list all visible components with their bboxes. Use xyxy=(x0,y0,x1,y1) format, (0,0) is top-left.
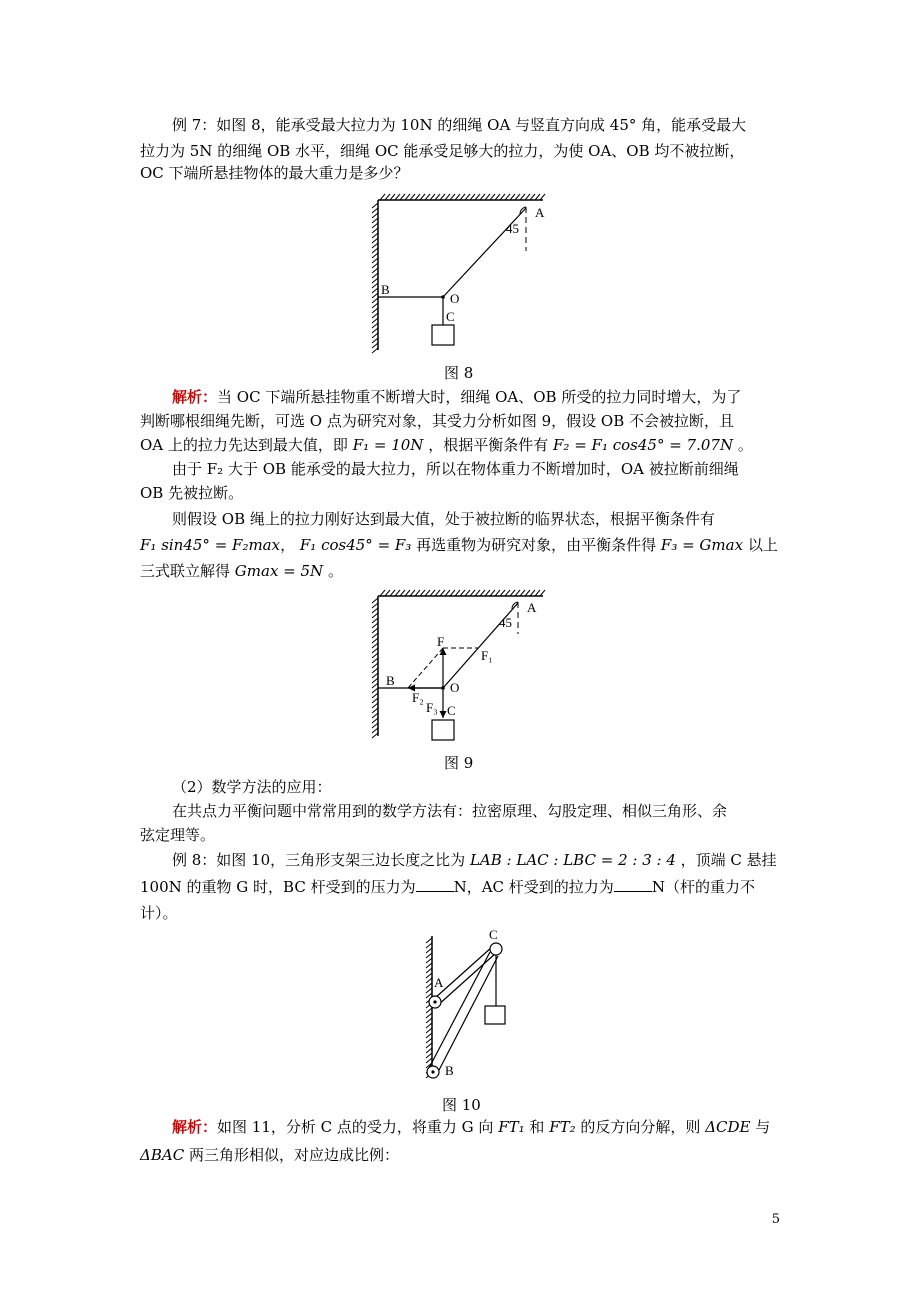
hatch-mark xyxy=(405,590,410,596)
hatch-mark xyxy=(400,194,405,200)
hatch-mark xyxy=(372,278,378,283)
sol7-text-7a: 再选重物为研究对象，由平衡条件得 xyxy=(416,536,657,554)
equation-cos: F₁ cos45° = F₃ xyxy=(299,536,412,554)
hatch-mark xyxy=(372,268,378,273)
label-c: C xyxy=(447,703,456,718)
sol7-line-2: 判断哪根细绳先断，可选 O 点为研究对象，其受力分析如图 9，假设 OB 不会被拉断，且 xyxy=(140,412,735,430)
hatch-mark xyxy=(475,590,480,596)
hatch-mark xyxy=(490,590,495,596)
hatch-mark xyxy=(426,1013,432,1018)
hatch-mark xyxy=(372,733,378,738)
hatch-mark xyxy=(426,968,432,973)
hatch-mark xyxy=(372,253,378,258)
hatch-mark xyxy=(426,953,432,958)
figure-9-caption: 图 9 xyxy=(444,754,474,772)
hanging-block xyxy=(432,325,454,345)
hatch-mark xyxy=(420,194,425,200)
hatch-mark xyxy=(372,263,378,268)
hatch-mark xyxy=(505,194,510,200)
hatch-mark xyxy=(515,194,520,200)
hatch-mark xyxy=(372,718,378,723)
hatch-mark xyxy=(426,943,432,948)
hatch-mark xyxy=(485,590,490,596)
hatch-mark xyxy=(500,590,505,596)
hatch-mark xyxy=(372,658,378,663)
hatch-mark xyxy=(465,590,470,596)
hatch-mark xyxy=(372,328,378,333)
hatch-mark xyxy=(475,194,480,200)
hatch-mark xyxy=(530,194,535,200)
hatch-mark xyxy=(372,288,378,293)
ex8-text-2b: N，AC 杆受到的拉力为 xyxy=(453,878,614,896)
sol8-text-2: 两三角形相似，对应边成比例： xyxy=(188,1146,399,1164)
hatch-mark xyxy=(426,1033,432,1038)
hatch-mark xyxy=(426,973,432,978)
hatch-mark xyxy=(372,673,378,678)
hatch-mark xyxy=(372,663,378,668)
hatch-mark xyxy=(415,590,420,596)
pulley-c xyxy=(490,943,502,955)
hatch-mark xyxy=(426,978,432,983)
sol8-text-1b: 的反方向分解，则 xyxy=(580,1118,701,1136)
hatch-mark xyxy=(455,194,460,200)
sol7-text-3a: OA 上的拉力先达到最大值，即 xyxy=(140,436,348,454)
hatch-mark xyxy=(500,194,505,200)
hatch-mark xyxy=(430,194,435,200)
hatched-wall xyxy=(372,596,378,738)
label-angle: 45 xyxy=(499,615,512,630)
rod-ac-bottom xyxy=(437,953,496,1006)
hatch-mark xyxy=(426,1028,432,1033)
hatch-mark xyxy=(495,590,500,596)
hatch-mark xyxy=(445,590,450,596)
force-ft1: FT₁ xyxy=(498,1118,525,1136)
figure-10 xyxy=(410,928,530,1083)
hatch-mark xyxy=(426,1023,432,1028)
label-f3: F₃ xyxy=(426,700,438,715)
ex8-text-2c: N（杆的重力不 xyxy=(651,878,755,896)
hatch-mark xyxy=(450,590,455,596)
hatched-wall xyxy=(372,200,378,353)
hatch-mark xyxy=(390,590,395,596)
hatch-mark xyxy=(380,194,385,200)
sol8-text-1a: 如图 11，分析 C 点的受力，将重力 G 向 xyxy=(217,1118,494,1136)
hatch-mark xyxy=(510,194,515,200)
sol8-and: 和 xyxy=(529,1118,545,1136)
hatch-mark xyxy=(372,713,378,718)
hatch-mark xyxy=(385,194,390,200)
hatch-mark xyxy=(372,618,378,623)
sol7-text-3b: ，根据平衡条件有 xyxy=(428,436,549,454)
hatch-mark xyxy=(372,628,378,633)
equation-f1: F₁ = 10N xyxy=(352,436,424,454)
label-b: B xyxy=(381,282,390,297)
sol7-line-4: 由于 F₂ 大于 OB 能承受的最大拉力，所以在物体重力不断增加时，OA 被拉断前细绳 xyxy=(172,460,739,478)
hatch-mark xyxy=(372,698,378,703)
hatch-mark xyxy=(372,678,378,683)
hanging-block xyxy=(432,720,454,740)
label-c: C xyxy=(489,927,498,942)
ex7-line-1: 例 7：如图 8，能承受最大拉力为 10N 的细绳 OA 与竖直方向成 45° 角，能承受最大 xyxy=(172,116,747,134)
figure-8 xyxy=(368,195,548,355)
sol7-text-1: 当 OC 下端所悬挂物重不断增大时，细绳 OA、OB 所受的拉力同时增大，为了 xyxy=(217,388,742,406)
label-f1: F₁ xyxy=(481,648,493,663)
figure-8-caption: 图 8 xyxy=(444,364,474,382)
hatch-mark xyxy=(372,248,378,253)
label-a: A xyxy=(527,600,537,615)
hatch-mark xyxy=(372,723,378,728)
hatch-mark xyxy=(372,233,378,238)
hatch-mark xyxy=(426,1018,432,1023)
hatch-mark xyxy=(480,590,485,596)
ex8-text-1b: ，顶端 C 悬挂 xyxy=(680,851,777,869)
hatch-mark xyxy=(372,203,378,208)
answer-blank-ac[interactable] xyxy=(614,877,652,892)
hatch-mark xyxy=(540,194,545,200)
hatch-mark xyxy=(372,633,378,638)
section-title: （2）数学方法的应用： xyxy=(172,778,332,796)
equation-f3: F₃ = Gmax xyxy=(660,536,744,554)
figure-9 xyxy=(368,588,548,748)
hatch-mark xyxy=(372,598,378,603)
weight-g xyxy=(485,1006,505,1024)
hatch-mark xyxy=(480,194,485,200)
hatch-mark xyxy=(410,194,415,200)
hatch-mark xyxy=(410,590,415,596)
hatch-mark xyxy=(535,194,540,200)
hatch-mark xyxy=(426,988,432,993)
hatch-mark xyxy=(372,208,378,213)
hatch-mark xyxy=(460,590,465,596)
knot-o xyxy=(441,295,445,299)
ex8-line-3: 计）。 xyxy=(140,904,178,922)
label-b: B xyxy=(386,673,395,688)
hatch-mark xyxy=(485,194,490,200)
ex8-text-1a: 例 8：如图 10，三角形支架三边长度之比为 xyxy=(172,851,466,869)
hatch-mark xyxy=(380,590,385,596)
sol7-line-8 xyxy=(140,560,343,582)
parallelogram-dash-2 xyxy=(408,648,443,688)
hatch-mark xyxy=(540,590,545,596)
hatch-mark xyxy=(405,194,410,200)
hatch-mark xyxy=(372,308,378,313)
hatch-mark xyxy=(440,194,445,200)
hatch-mark xyxy=(372,273,378,278)
hatch-mark xyxy=(426,948,432,953)
hatch-mark xyxy=(372,258,378,263)
label-a: A xyxy=(434,975,444,990)
hatch-mark xyxy=(520,590,525,596)
hatch-mark xyxy=(372,638,378,643)
answer-blank-bc[interactable] xyxy=(416,877,454,892)
hatch-mark xyxy=(372,648,378,653)
sol8-line-1 xyxy=(172,1116,770,1138)
hatch-mark xyxy=(395,590,400,596)
equation-sin: F₁ sin45° = F₂max xyxy=(140,536,281,554)
hatch-mark xyxy=(372,293,378,298)
ex8-line-2 xyxy=(140,876,755,898)
label-o: O xyxy=(450,680,460,695)
separator: ， xyxy=(280,536,296,554)
label-b: B xyxy=(445,1063,454,1078)
hatch-mark xyxy=(372,298,378,303)
hatch-mark xyxy=(372,603,378,608)
hatch-mark xyxy=(372,338,378,343)
hatch-mark xyxy=(525,194,530,200)
hatch-mark xyxy=(425,194,430,200)
knot-o xyxy=(441,686,445,690)
ex8-text-2a: 100N 的重物 G 时，BC 杆受到的压力为 xyxy=(140,878,416,896)
hatch-mark xyxy=(372,238,378,243)
hatch-mark xyxy=(455,590,460,596)
hatched-ceiling xyxy=(378,194,545,200)
hatch-mark xyxy=(372,318,378,323)
hatch-mark xyxy=(495,194,500,200)
hatch-mark xyxy=(372,693,378,698)
hatch-mark xyxy=(372,213,378,218)
hatch-mark xyxy=(372,218,378,223)
hatch-mark xyxy=(435,590,440,596)
label-f2: F₂ xyxy=(412,690,424,705)
equation-f2: F₂ = F₁ cos45° = 7.07N xyxy=(553,436,734,454)
hatch-mark xyxy=(372,228,378,233)
hatch-mark xyxy=(372,608,378,613)
label-a: A xyxy=(535,205,545,220)
ex8-line-1 xyxy=(172,849,777,871)
hatch-mark xyxy=(426,958,432,963)
rod-ac-top xyxy=(435,947,492,998)
hatch-mark xyxy=(426,1008,432,1013)
ex7-line-2: 拉力为 5N 的细绳 OB 水平，细绳 OC 能承受足够大的拉力，为使 OA、OB 均不被拉断， xyxy=(140,142,745,160)
hatch-mark xyxy=(372,653,378,658)
hatch-mark xyxy=(465,194,470,200)
label-angle: 45 xyxy=(506,221,519,236)
label-f: F xyxy=(437,634,445,649)
hatch-mark xyxy=(372,223,378,228)
hatch-mark xyxy=(426,1038,432,1043)
hatch-mark xyxy=(450,194,455,200)
hatch-mark xyxy=(445,194,450,200)
hatch-mark xyxy=(426,938,432,943)
page-number: 5 xyxy=(771,1212,780,1227)
sol7-line-7 xyxy=(140,534,778,556)
hatch-mark xyxy=(425,590,430,596)
hatch-mark xyxy=(460,194,465,200)
section-line-1: 在共点力平衡问题中常常用到的数学方法有：拉密原理、勾股定理、相似三角形、余 xyxy=(172,802,728,820)
hatch-mark xyxy=(400,590,405,596)
hatch-mark xyxy=(372,333,378,338)
solution-label: 解析： xyxy=(172,1118,218,1136)
label-c: C xyxy=(446,309,455,324)
hatch-mark xyxy=(426,1043,432,1048)
label-o: O xyxy=(450,291,460,306)
hatch-mark xyxy=(520,194,525,200)
triangle-cde: ΔCDE xyxy=(705,1118,751,1136)
hatch-mark xyxy=(525,590,530,596)
sol7-text-7b: 以上 xyxy=(747,536,778,554)
equation-ratio: LAB : LAC : LBC = 2 : 3 : 4 xyxy=(469,851,676,869)
hatched-ceiling xyxy=(378,590,545,596)
hatch-mark xyxy=(426,963,432,968)
hatch-mark xyxy=(372,243,378,248)
sol7-line-3 xyxy=(140,434,753,456)
hatch-mark xyxy=(426,1058,432,1063)
hatch-mark xyxy=(430,590,435,596)
hatch-mark xyxy=(426,1048,432,1053)
hatch-mark xyxy=(372,343,378,348)
hatch-mark xyxy=(372,668,378,673)
solution-label: 解析： xyxy=(172,388,218,406)
sol7-text-8b: 。 xyxy=(327,562,343,580)
equation-gmax: Gmax = 5N xyxy=(234,562,324,580)
hatch-mark xyxy=(420,590,425,596)
hatch-mark xyxy=(426,1053,432,1058)
hatch-mark xyxy=(372,303,378,308)
hatch-mark xyxy=(515,590,520,596)
force-ft2: FT₂ xyxy=(549,1118,576,1136)
sol8-line-2 xyxy=(140,1144,399,1166)
hatch-mark xyxy=(470,194,475,200)
hatch-mark xyxy=(372,643,378,648)
hatch-mark xyxy=(372,613,378,618)
hatch-mark xyxy=(530,590,535,596)
hatch-mark xyxy=(390,194,395,200)
sol8-text-1c: 与 xyxy=(755,1118,771,1136)
sol7-text-3c: 。 xyxy=(737,436,753,454)
section-line-2: 弦定理等。 xyxy=(140,826,216,844)
hatch-mark xyxy=(372,283,378,288)
figure-10-caption: 图 10 xyxy=(442,1096,481,1114)
hatch-mark xyxy=(415,194,420,200)
hatch-mark xyxy=(372,683,378,688)
triangle-bac: ΔBAC xyxy=(140,1146,185,1164)
ex7-line-3: OC 下端所悬挂物体的最大重力是多少？ xyxy=(140,164,409,182)
hatch-mark xyxy=(372,703,378,708)
hatch-mark xyxy=(372,688,378,693)
sol7-line-1 xyxy=(172,386,741,408)
hatch-mark xyxy=(490,194,495,200)
hatch-mark xyxy=(372,348,378,353)
rod-bc-left xyxy=(429,952,490,1068)
hatch-mark xyxy=(372,623,378,628)
hatch-mark xyxy=(372,708,378,713)
hatch-mark xyxy=(470,590,475,596)
hatch-mark xyxy=(372,323,378,328)
sol7-line-5: OB 先被拉断。 xyxy=(140,484,244,502)
hatch-mark xyxy=(372,313,378,318)
hatch-mark xyxy=(435,194,440,200)
hatch-mark xyxy=(510,590,515,596)
sol7-text-8a: 三式联立解得 xyxy=(140,562,231,580)
hatch-mark xyxy=(385,590,390,596)
hatch-mark xyxy=(372,728,378,733)
hatch-mark xyxy=(535,590,540,596)
hatch-mark xyxy=(395,194,400,200)
sol7-line-6: 则假设 OB 绳上的拉力刚好达到最大值，处于被拉断的临界状态，根据平衡条件有 xyxy=(172,510,715,528)
hatch-mark xyxy=(426,983,432,988)
hatch-mark xyxy=(505,590,510,596)
hatch-mark xyxy=(440,590,445,596)
